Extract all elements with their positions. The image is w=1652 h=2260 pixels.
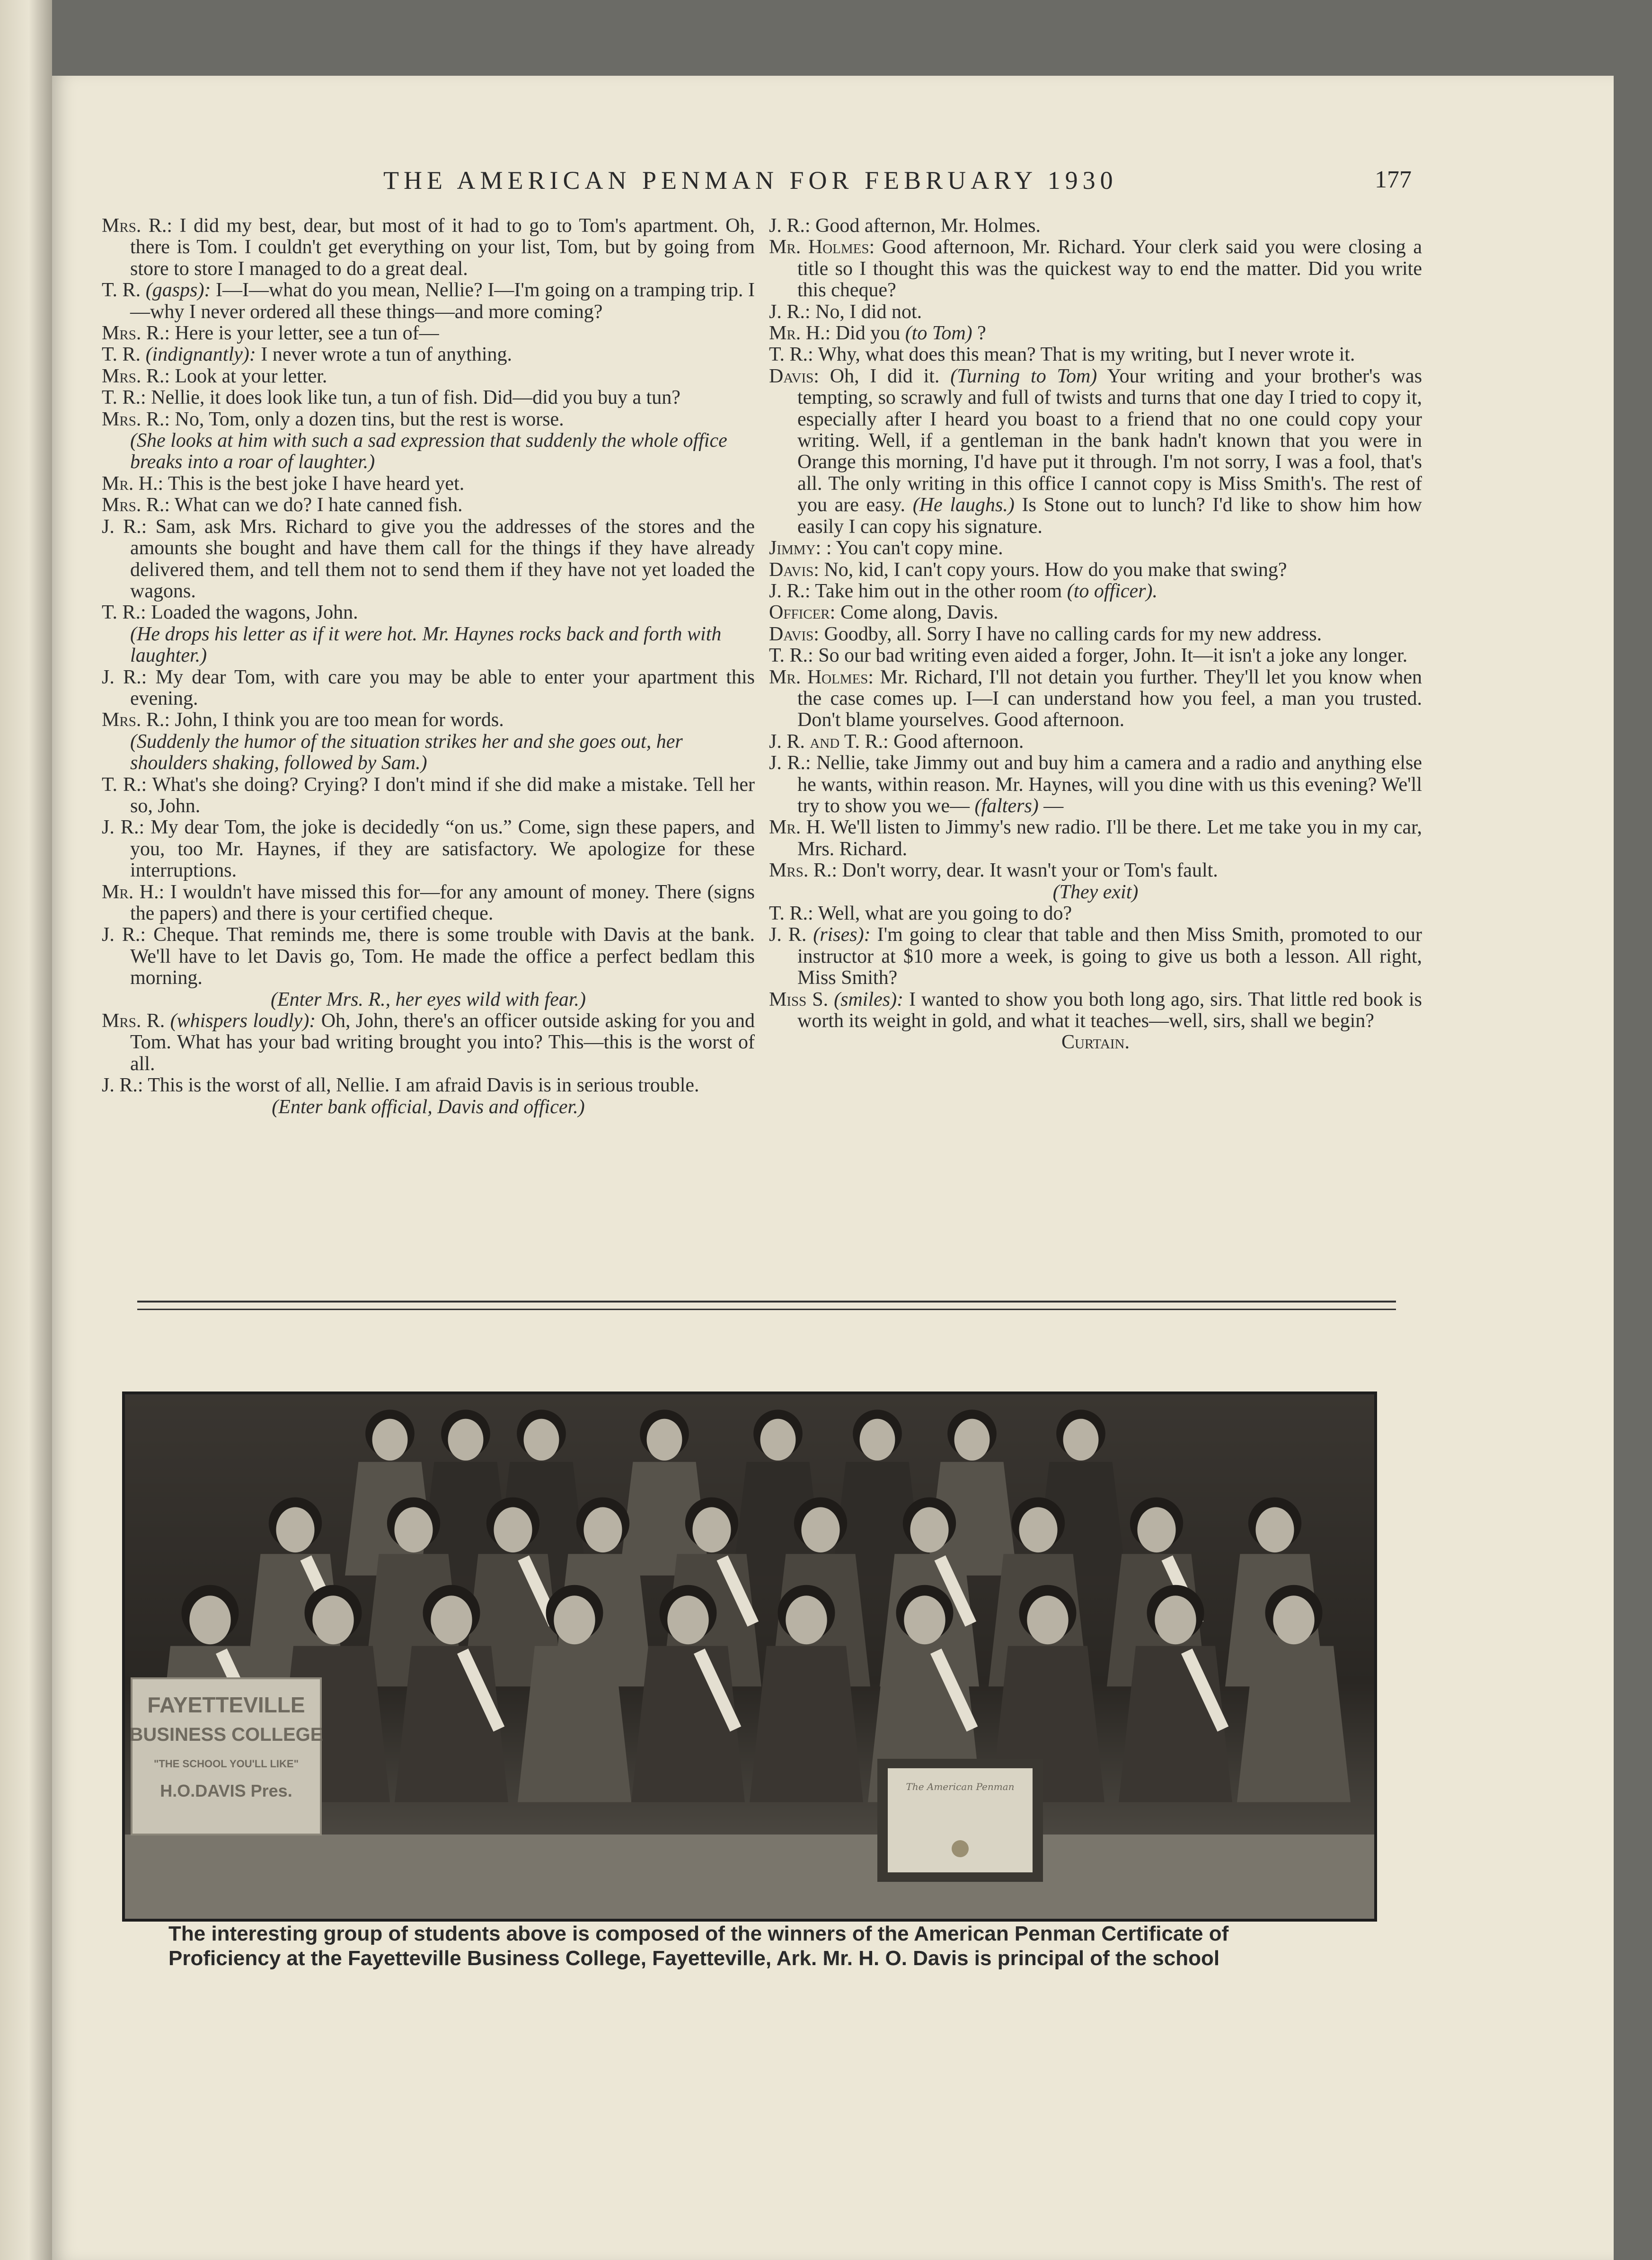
speaker-name: Mrs. R.: — [102, 322, 170, 345]
dialogue-text: This is the best joke I have heard yet. — [168, 472, 465, 495]
dialogue-text: Well, what are you going to do? — [818, 903, 1072, 924]
dialogue-line — [102, 602, 755, 623]
dialogue-text: : You can't copy mine. — [826, 537, 1003, 559]
speaker-name: Mr. H.: — [769, 322, 831, 345]
speaker-name: T. R. — [102, 344, 141, 366]
speaker-name: J. R.: — [769, 301, 811, 323]
speaker-name: Davis: — [769, 558, 819, 581]
right-column — [769, 215, 1422, 1054]
dialogue-line — [102, 280, 755, 323]
dialogue-text: I never wrote a tun of anything. — [261, 344, 512, 366]
stage-direction: (They exit) — [1052, 881, 1139, 903]
dialogue-text: Goodby, all. Sorry I have no calling cards for my new address. — [824, 623, 1322, 645]
speaker-name: J. R.: — [102, 816, 145, 839]
sign-line-3: "THE SCHOOL YOU'LL LIKE" — [153, 1758, 299, 1770]
speaker-name: Mrs. R.: — [102, 408, 170, 430]
stage-direction-inline: (smiles): — [834, 988, 904, 1010]
dialogue-text: Nellie, take Jimmy out and buy him a camera and a radio and anything else he wants, within reason. Mr. Haynes, will you dine with us this evening? We'll try to show you we— — [797, 752, 1422, 817]
dialogue-line — [102, 409, 755, 430]
dialogue-text: No, Tom, only a dozen tins, but the rest is worse. — [175, 408, 564, 430]
speaker-name: Mr. Holmes: — [769, 666, 874, 688]
stage-direction-inline: (gasps): — [145, 279, 211, 301]
speaker-name: T. R. — [102, 279, 141, 301]
dialogue-text: This is the worst of all, Nellie. I am afraid Davis is in serious trouble. — [148, 1074, 699, 1097]
speaker-name: J. R.: — [769, 215, 811, 237]
dialogue-line — [769, 237, 1422, 301]
sign-line-2: BUSINESS COLLEGE — [129, 1724, 323, 1745]
dialogue-text: Oh, John, there's an officer outside asking for you and Tom. What has your bad writing brought you into? This—this is the worst of all. — [130, 1010, 755, 1075]
speaker-name: J. R.: — [102, 1074, 143, 1097]
dialogue-line — [769, 602, 1422, 623]
dialogue-line — [102, 709, 755, 731]
dialogue-text: So our bad writing even aided a forger, John. It—it isn't a joke any longer. — [818, 645, 1408, 667]
stage-direction: (Enter Mrs. R., her eyes wild with fear.) — [270, 988, 586, 1010]
dialogue-text: My dear Tom, with care you may be able to enter your apartment this evening. — [130, 666, 755, 709]
dialogue-text: Sam, ask Mrs. Richard to give you the addresses of the stores and the amounts she bought and have them call for the things if they have already delivered them, and tell them not to send them if they have not yet loaded the wagons. — [130, 515, 755, 602]
stage-direction: (He drops his letter as if it were hot. Mr. Haynes rocks back and forth with laughter.) — [130, 623, 722, 667]
dialogue-line — [769, 215, 1422, 237]
dialogue-text: I did my best, dear, but most of it had to go to Tom's apartment. Oh, there is Tom. I couldn't get everything on your list, Tom, but by going from store to store I managed to do a great deal. — [130, 215, 755, 280]
dialogue-text: No, I did not. — [815, 301, 922, 323]
dialogue-line — [102, 817, 755, 881]
dialogue-text: ? — [977, 322, 986, 345]
speaker-name: T. R.: — [769, 645, 813, 667]
dialogue-text: Oh, I did it. — [830, 365, 940, 387]
dialogue-text: John, I think you are too mean for words. — [175, 709, 504, 731]
dialogue-line — [769, 753, 1422, 817]
book-spine — [0, 0, 52, 2260]
stage-direction-inline: (Turning to Tom) — [950, 365, 1097, 387]
speaker-name: Mrs. R. — [102, 1010, 165, 1032]
dialogue-text: Don't worry, dear. It wasn't your or Tom's fault. — [842, 860, 1218, 882]
dialogue-text: Take him out in the other room — [815, 580, 1062, 602]
dialogue-line — [769, 731, 1422, 753]
dialogue-text: My dear Tom, the joke is decidedly “on us.” Come, sign these papers, and you, too Mr. Haynes, if they are satisfactory. We apologize for these interruptions. — [130, 816, 755, 882]
dialogue-text: I wanted to show you both long ago, sirs. That little red book is worth its weight in gold, and what it teaches—well, sirs, shall we begin? — [797, 988, 1422, 1032]
sign-line-4: H.O.DAVIS Pres. — [160, 1781, 292, 1800]
stage-direction-inline: (rises): — [813, 924, 871, 946]
dialogue-line — [769, 366, 1422, 538]
dialogue-line — [102, 323, 755, 344]
speaker-name: Davis: — [769, 623, 819, 645]
speaker-name: Jimmy: — [769, 537, 822, 559]
dialogue-line — [102, 387, 755, 408]
dialogue-line — [769, 344, 1422, 365]
dialogue-text: We'll listen to Jimmy's new radio. I'll be there. Let me take you in my car, Mrs. Richard. — [797, 816, 1422, 860]
dialogue-text: Come along, Davis. — [840, 602, 998, 624]
dialogue-text: Your writing and your brother's was tempting, so scrawly and full of twists and turns that one day I tried to copy it, especially after I heard you boast to a friend that no one could copy your writing. Well, if a gentleman in the bank hadn't known that you were in Orange this morning, I'd have put it through. I'm not sorry, I was a fool, that's all. The only writing in this office I cannot copy is Miss Smith's. The rest of you are easy. — [797, 365, 1422, 516]
photo-illustration — [125, 1394, 1374, 1919]
stage-direction: (She looks at him with such a sad expression that suddenly the whole office breaks into a roar of laughter.) — [130, 430, 727, 473]
speaker-name: J. R.: — [102, 924, 146, 946]
stage-direction-inline: (to Tom) — [905, 322, 972, 345]
speaker-name: T. R.: — [102, 602, 146, 624]
dialogue-text: Cheque. That reminds me, there is some trouble with Davis at the bank. We'll have to let Davis go, Tom. He made the office a perfect bedlam this morning. — [130, 924, 755, 989]
dialogue-text: Here is your letter, see a tun of— — [175, 322, 439, 345]
dialogue-text: I—I—what do you mean, Nellie? I—I'm going on a tramping trip. I—why I never ordered all these things—and more coming? — [130, 279, 755, 323]
speaker-name: J. R.: — [769, 752, 811, 774]
dialogue-line — [102, 667, 755, 710]
stage-direction-inline: (He laughs.) — [912, 494, 1015, 516]
speaker-name: Mr. H. — [769, 816, 826, 839]
dialogue-line — [769, 817, 1422, 860]
speaker-name: Mrs. R.: — [102, 709, 170, 731]
dialogue-text: Good afternoon, Mr. Richard. Your clerk said you were closing a title so I thought this was the quickest way to end the matter. Did you write this cheque? — [797, 236, 1422, 301]
framed-certificate — [877, 1759, 1043, 1882]
group-photograph — [122, 1391, 1377, 1922]
speaker-name: J. R.: — [769, 580, 811, 602]
speaker-name: Mr. H.: — [102, 881, 165, 903]
dialogue-text: Why, what does this mean? That is my writing, but I never wrote it. — [818, 344, 1355, 366]
stage-direction-inline: (indignantly): — [145, 344, 256, 366]
dialogue-line — [769, 903, 1422, 924]
dialogue-line — [102, 882, 755, 925]
speaker-name: Mrs. R.: — [769, 860, 837, 882]
photo-caption: The interesting group of students above is composed of the winners of the American Penman Certificate of Proficiency at the Fayetteville Business College, Fayetteville, Ark. Mr. H. O. Davis is principal of the school — [168, 1922, 1229, 1970]
dialogue-text: Loaded the wagons, John. — [151, 602, 358, 624]
stage-direction-inline: (to officer). — [1067, 580, 1158, 602]
dialogue-line — [102, 495, 755, 516]
page-number: 177 — [1375, 166, 1412, 193]
speaker-name: J. R.: — [102, 666, 147, 688]
speaker-name: T. R.: — [102, 773, 147, 796]
running-header: THE AMERICAN PENMAN FOR FEBRUARY 1930 — [383, 166, 1118, 195]
left-column — [102, 215, 755, 1118]
dialogue-line — [769, 581, 1422, 602]
dialogue-line — [102, 473, 755, 495]
dialogue-line — [102, 344, 755, 365]
dialogue-line — [102, 366, 755, 387]
dialogue-line — [102, 774, 755, 817]
dialogue-line — [769, 667, 1422, 731]
dialogue-text: Good afternoon. — [893, 730, 1024, 753]
speaker-name: Officer: — [769, 602, 836, 624]
dialogue-text: Mr. Richard, I'll not detain you further. They'll let you know when the case comes up. I—I can understand how you feel, a man you trusted. Don't blame yourselves. Good afternoon. — [797, 666, 1422, 731]
dialogue-line — [769, 624, 1422, 645]
stage-direction: (Enter bank official, Davis and officer.) — [272, 1096, 585, 1118]
certificate-title: The American Penman — [906, 1781, 1015, 1792]
speaker-name: Mr. H.: — [102, 472, 164, 495]
dialogue-line — [769, 860, 1422, 881]
dialogue-line — [769, 538, 1422, 559]
speaker-name: Mrs. R.: — [102, 494, 170, 516]
dialogue-text: Is Stone out to lunch? I'd like to show him how easily I can copy his signature. — [797, 494, 1422, 538]
college-sign — [130, 1678, 323, 1835]
stage-direction: (Suddenly the humor of the situation strikes her and she goes out, her shoulders shaking, followed by Sam.) — [130, 730, 683, 774]
speaker-name: Davis: — [769, 365, 819, 387]
dialogue-text: — — [1043, 795, 1064, 817]
dialogue-text: Did you — [835, 322, 901, 345]
speaker-name: J. R. — [769, 924, 807, 946]
dialogue-line — [102, 924, 755, 989]
dialogue-line — [102, 1010, 755, 1075]
divider-rule-bottom — [137, 1309, 1396, 1310]
dialogue-line — [769, 323, 1422, 344]
speaker-name: Mrs. R.: — [102, 365, 170, 387]
divider-rule-top — [137, 1301, 1396, 1303]
dialogue-line — [769, 559, 1422, 581]
dialogue-line — [769, 989, 1422, 1032]
dialogue-line — [769, 924, 1422, 989]
speaker-name: Mrs. R.: — [102, 215, 173, 237]
speaker-name: J. R. and T. R.: — [769, 730, 889, 753]
speaker-name: T. R.: — [102, 387, 146, 409]
curtain-line: Curtain. — [1061, 1031, 1130, 1054]
dialogue-line — [102, 215, 755, 280]
dialogue-text: No, kid, I can't copy yours. How do you make that swing? — [824, 558, 1287, 581]
stage-direction-inline: (falters) — [974, 795, 1039, 817]
dialogue-line — [102, 516, 755, 603]
dialogue-text: I wouldn't have missed this for—for any amount of money. There (signs the papers) and there is your certified cheque. — [130, 881, 755, 924]
stage-direction-inline: (whispers loudly): — [170, 1010, 316, 1032]
speaker-name: J. R.: — [102, 515, 147, 538]
dialogue-line — [769, 645, 1422, 666]
dialogue-text: What can we do? I hate canned fish. — [174, 494, 463, 516]
dialogue-text: Nellie, it does look like tun, a tun of fish. Did—did you buy a tun? — [151, 387, 680, 409]
dialogue-text: Good afternon, Mr. Holmes. — [815, 215, 1041, 237]
speaker-name: T. R.: — [769, 344, 813, 366]
speaker-name: Miss S. — [769, 988, 829, 1010]
sign-line-1: FAYETTEVILLE — [147, 1693, 305, 1717]
dialogue-text: What's she doing? Crying? I don't mind if she did make a mistake. Tell her so, John. — [130, 773, 755, 817]
dialogue-text: I'm going to clear that table and then Miss Smith, promoted to our instructor at $10 more a week, is going to give us both a lesson. All right, Miss Smith? — [797, 924, 1422, 989]
speaker-name: Mr. Holmes: — [769, 236, 875, 258]
dialogue-line — [102, 1075, 755, 1096]
speaker-name: T. R.: — [769, 903, 813, 924]
dialogue-line — [769, 301, 1422, 323]
dialogue-text: Look at your letter. — [175, 365, 327, 387]
